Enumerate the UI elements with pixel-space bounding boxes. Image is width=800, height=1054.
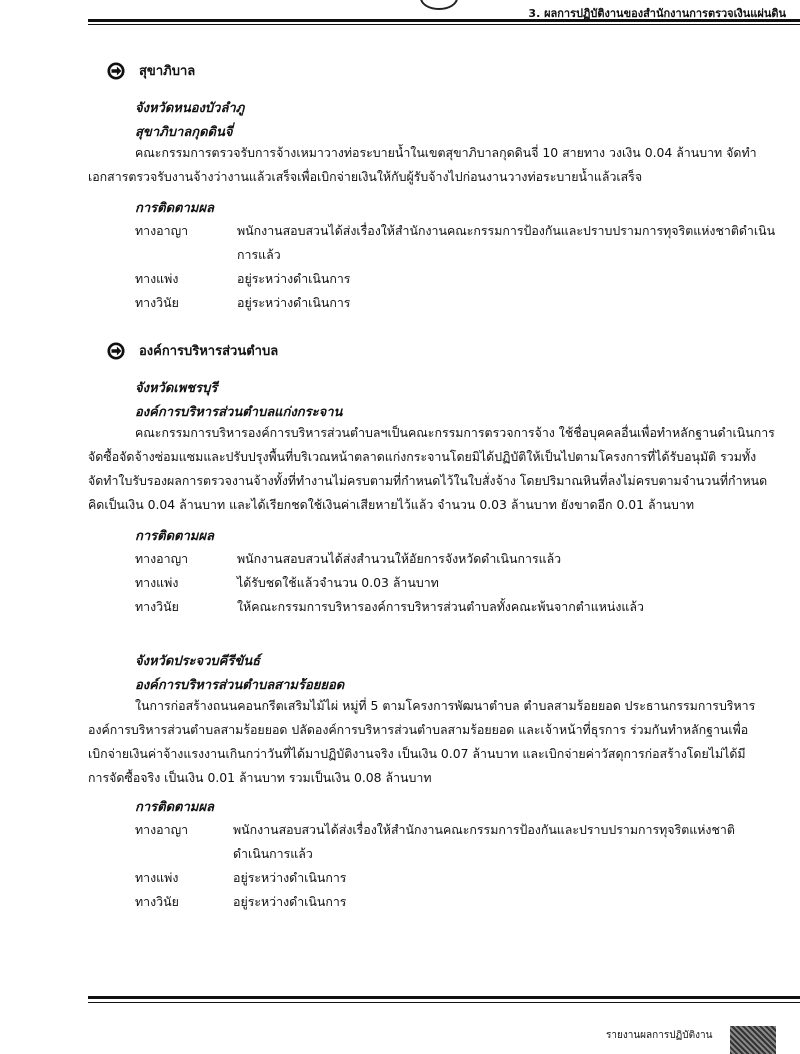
province-name: จังหวัดหนองบัวลำภู	[135, 101, 245, 116]
followup-label-civil: ทางแพ่ง	[135, 271, 179, 286]
paragraph-line: คณะกรรมการตรวจรับการจ้างเหมาวางท่อระบายน้ำในเขตสุขาภิบาลกุดดินจี่ 10 สายทาง วงเงิน 0.04 ล้านบาท จัดทำ	[135, 145, 757, 160]
followup-text-criminal: พนักงานสอบสวนได้ส่งเรื่องให้สำนักงานคณะกรรมการป้องกันและปราบปรามการทุจริตแห่งชาติ	[233, 822, 735, 837]
footer-text: รายงานผลการปฏิบัติงาน	[606, 1030, 713, 1041]
arrow-right-circle-icon	[107, 342, 125, 360]
followup-label-discipline: ทางวินัย	[135, 295, 179, 310]
header-seal-icon	[420, 0, 458, 10]
paragraph-line: องค์การบริหารส่วนตำบลสามร้อยยอด ปลัดองค์การบริหารส่วนตำบลสามร้อยยอด และเจ้าหน้าที่ธุรการ ร่วมกันทำหลักฐานเพื่อ	[88, 722, 749, 737]
followup-title: การติดตามผล	[135, 800, 214, 815]
section-heading-text: องค์การบริหารส่วนตำบล	[139, 344, 279, 359]
followup-label-discipline: ทางวินัย	[135, 599, 179, 614]
section-heading-sanitation	[107, 60, 195, 81]
paragraph-line: คิดเป็นเงิน 0.04 ล้านบาท และได้เรียกชดใช้เงินค่าเสียหายไว้แล้ว จำนวน 0.03 ล้านบาท ยังขาดอีก 0.01 ล้านบาท	[88, 497, 695, 512]
followup-text-criminal: พนักงานสอบสวนได้ส่งสำนวนให้อัยการจังหวัดดำเนินการแล้ว	[237, 551, 562, 566]
paragraph-line: จัดซื้อจัดจ้างซ่อมแซมและปรับปรุงพื้นที่บริเวณหน้าตลาดแก่งกระจานโดยมิได้ปฏิบัติให้เป็นไปตามโครงการที่ได้รับอนุมัติ รวมทั้ง	[88, 449, 757, 464]
footer-decoration	[730, 1026, 776, 1054]
followup-text-discipline: อยู่ระหว่างดำเนินการ	[233, 894, 347, 909]
followup-text-criminal-cont: การแล้ว	[237, 247, 281, 262]
followup-text-civil: อยู่ระหว่างดำเนินการ	[237, 271, 351, 286]
agency-name: องค์การบริหารส่วนตำบลสามร้อยยอด	[135, 678, 345, 693]
followup-text-civil: ได้รับชดใช้แล้วจำนวน 0.03 ล้านบาท	[237, 575, 439, 590]
followup-label-civil: ทางแพ่ง	[135, 870, 179, 885]
paragraph-line: เบิกจ่ายเงินค่าจ้างแรงงานเกินกว่าวันที่ได้มาปฏิบัติงานจริง เป็นเงิน 0.07 ล้านบาท และเบิกจ่ายค่าวัสดุการก่อสร้างโดยไม่ได้มี	[88, 746, 746, 761]
section-heading-tao	[107, 340, 278, 361]
followup-text-criminal: พนักงานสอบสวนได้ส่งเรื่องให้สำนักงานคณะกรรมการป้องกันและปราบปรามการทุจริตแห่งชาติดำเนิน	[237, 223, 776, 238]
agency-name: องค์การบริหารส่วนตำบลแก่งกระจาน	[135, 405, 343, 420]
followup-title: การติดตามผล	[135, 201, 214, 216]
followup-label-civil: ทางแพ่ง	[135, 575, 179, 590]
paragraph-line: คณะกรรมการบริหารองค์การบริหารส่วนตำบลฯเป็นคณะกรรมการตรวจการจ้าง ใช้ชื่อบุคคลอื่นเพื่อทำหลักฐานดำเนินการ	[135, 425, 775, 440]
section-heading-text: สุขาภิบาล	[139, 64, 196, 79]
followup-text-discipline: ให้คณะกรรมการบริหารองค์การบริหารส่วนตำบลทั้งคณะพ้นจากตำแหน่งแล้ว	[237, 599, 644, 614]
header-title: 3. ผลการปฏิบัติงานของสำนักงานการตรวจเงินแผ่นดิน	[528, 7, 786, 20]
followup-text-discipline: อยู่ระหว่างดำเนินการ	[237, 295, 351, 310]
followup-label-discipline: ทางวินัย	[135, 894, 179, 909]
header-rule-thin	[88, 24, 800, 25]
paragraph-line: จัดทำใบรับรองผลการตรวจงานจ้างทั้งที่ทำงานไม่ครบตามที่กำหนดไว้ในใบสั่งจ้าง โดยปริมาณหินที่ลงไม่ครบตามจำนวนที่กำหนด	[88, 473, 768, 488]
agency-name: สุขาภิบาลกุดดินจี่	[135, 125, 233, 140]
province-name: จังหวัดประจวบคีรีขันธ์	[135, 654, 261, 669]
province-name: จังหวัดเพชรบุรี	[135, 381, 218, 396]
followup-text-criminal-cont: ดำเนินการแล้ว	[233, 846, 313, 861]
footer-rule-thin	[88, 1002, 800, 1003]
paragraph-line: ในการก่อสร้างถนนคอนกรีตเสริมไม้ไผ่ หมู่ที่ 5 ตามโครงการพัฒนาตำบล ตำบลสามร้อยยอด ประธานกรรมการบริหาร	[135, 698, 756, 713]
paragraph-line: การจัดซื้อจริง เป็นเงิน 0.01 ล้านบาท รวมเป็นเงิน 0.08 ล้านบาท	[88, 770, 432, 785]
followup-title: การติดตามผล	[135, 529, 214, 544]
followup-label-criminal: ทางอาญา	[135, 223, 189, 238]
followup-label-criminal: ทางอาญา	[135, 822, 189, 837]
arrow-right-circle-icon	[107, 62, 125, 80]
followup-label-criminal: ทางอาญา	[135, 551, 189, 566]
paragraph-line: เอกสารตรวจรับงานจ้างว่างานแล้วเสร็จเพื่อเบิกจ่ายเงินให้กับผู้รับจ้างไปก่อนงานวางท่อระบายน้ำแล้วเสร็จ	[88, 169, 643, 184]
footer-rule	[88, 996, 800, 999]
followup-text-civil: อยู่ระหว่างดำเนินการ	[233, 870, 347, 885]
